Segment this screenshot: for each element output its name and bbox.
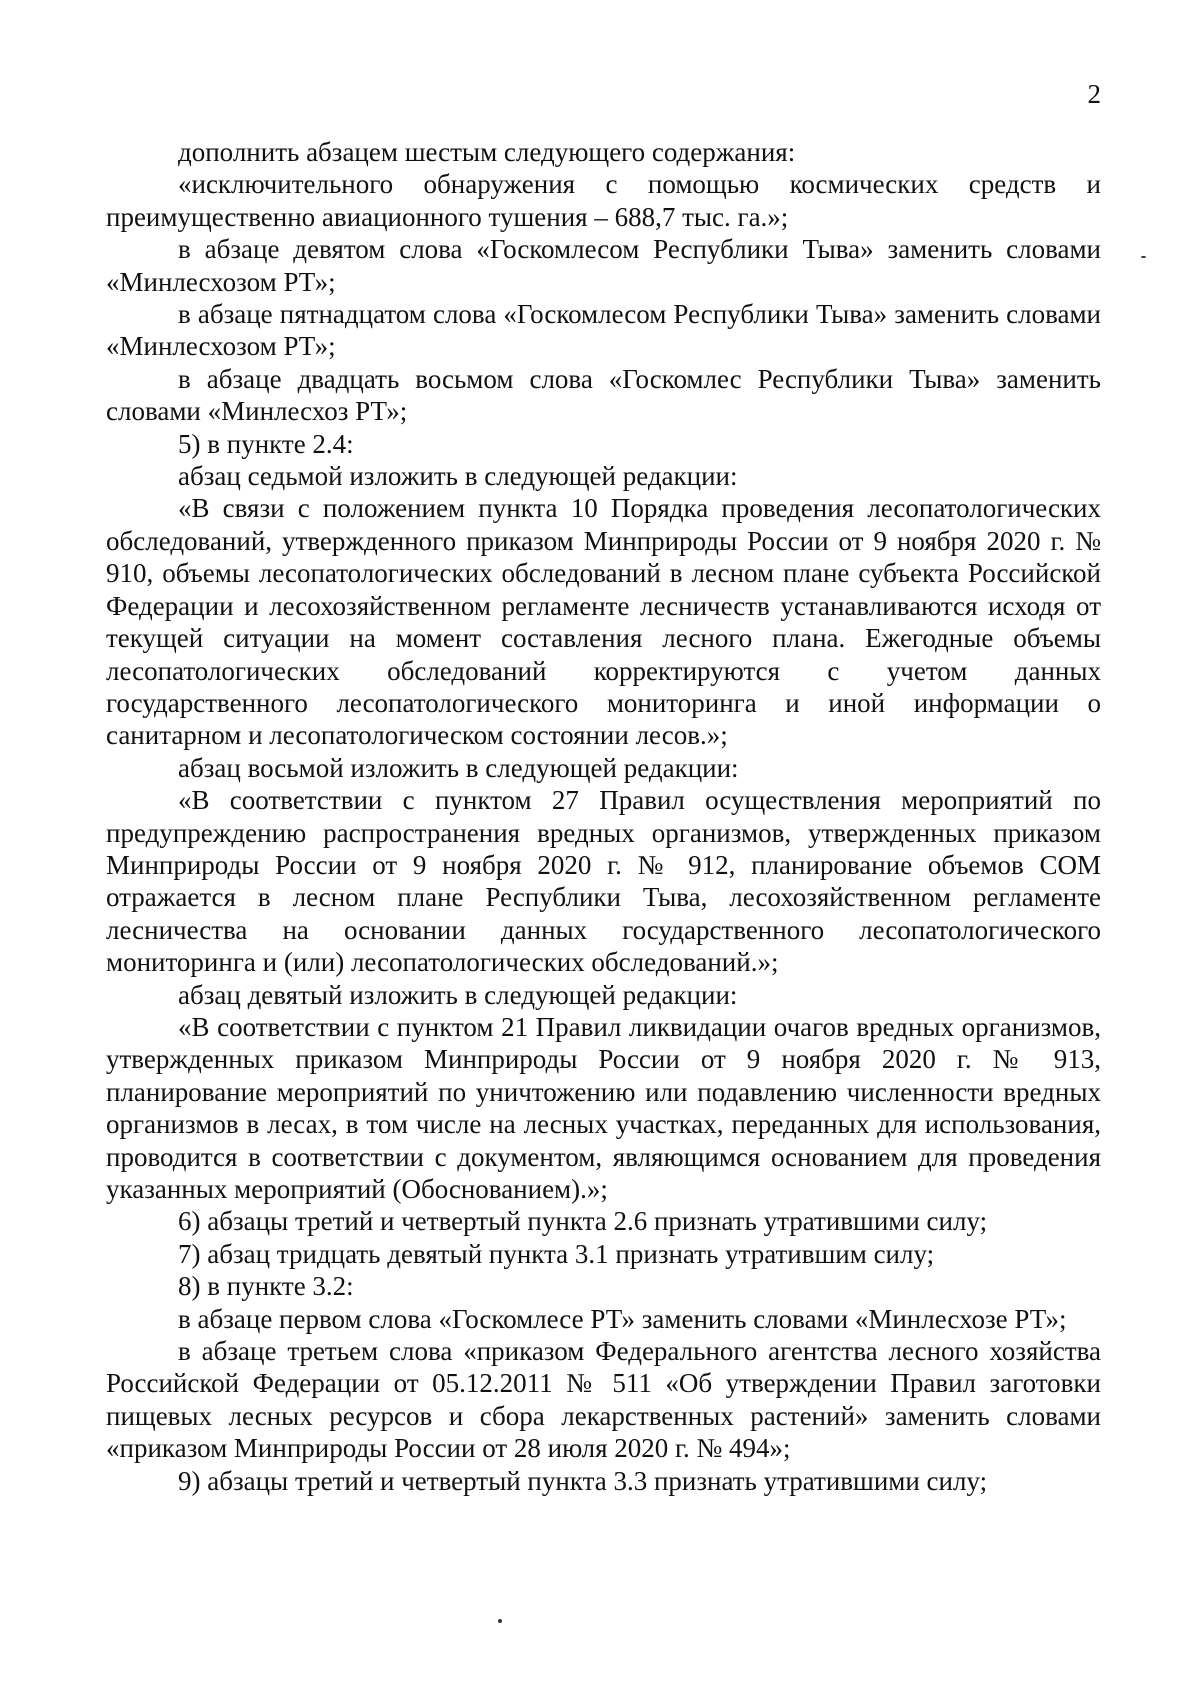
paragraph-16: в абзаце первом слова «Госкомлесе РТ» заменить словами «Минлесхозе РТ»; — [178, 1303, 1067, 1334]
paragraph-4: в абзаце пятнадцатом слова «Госкомлесом Республики Тыва» заменить словами «Минлесхозом РТ»; — [106, 299, 1101, 362]
paragraph-8: «В связи с положением пункта 10 Порядка проведения лесопатологических обследований, утвержденного приказом Минприроды России от 9 ноября 2020 г. № 910, объемы лесопатологических обследований в лесном плане субъекта Российской Федерации и лесохозяйственном регламенте лесничеств устанавливаются исходя от текущей ситуации на момент составления лесного плана. Ежегодные объемы лесопатологических обследований корректируются с учетом данных государственного лесопатологического мониторинга и иной информации о санитарном и лесопатологическом состоянии лесов.»; — [106, 493, 1101, 751]
paragraph-14: 7) абзац тридцать девятый пункта 3.1 признать утратившим силу; — [178, 1238, 935, 1269]
paragraph-17: в абзаце третьем слова «приказом Федерального агентства лесного хозяйства Российской Федерации от 05.12.2011 № 511 «Об утверждении Правил заготовки пищевых лесных ресурсов и сбора лекарственных растений» заменить словами «приказом Минприроды России от 28 июля 2020 г. № 494»; — [106, 1336, 1101, 1464]
paragraph-12: «В соответствии с пунктом 21 Правил ликвидации очагов вредных организмов, утвержденных приказом Минприроды России от 9 ноября 2020 г. № 913, планирование мероприятий по уничтожению или подавлению численности вредных организмов в лесах, в том числе на лесных участках, переданных для использования, проводится в соответствии с документом, являющимся основанием для проведения указанных мероприятий (Обоснованием).»; — [106, 1011, 1101, 1204]
paragraph-9: абзац восьмой изложить в следующей редакции: — [178, 752, 739, 783]
paragraph-3: в абзаце девятом слова «Госкомлесом Республики Тыва» заменить словами «Минлесхозом РТ»; — [106, 234, 1101, 297]
paragraph-5: в абзаце двадцать восьмом слова «Госкомлес Республики Тыва» заменить словами «Минлесхоз РТ»; — [106, 363, 1101, 427]
scan-speck — [1141, 256, 1146, 258]
paragraph-6: 5) в пункте 2.4: — [178, 428, 354, 459]
paragraph-7: абзац седьмой изложить в следующей редакции: — [178, 461, 738, 492]
scan-speck — [498, 1619, 502, 1623]
paragraph-15: 8) в пункте 3.2: — [178, 1271, 354, 1302]
paragraph-2: «исключительного обнаружения с помощью космических средств и преимущественно авиационного тушения – 688,7 тыс. га.»; — [106, 169, 1101, 232]
paragraph-13: 6) абзацы третий и четвертый пункта 2.6 признать утратившими силу; — [178, 1206, 988, 1237]
page-number: 2 — [1087, 79, 1101, 109]
paragraph-10: «В соответствии с пунктом 27 Правил осуществления мероприятий по предупреждению распространения вредных организмов, утвержденных приказом Минприроды России от 9 ноября 2020 г. № 912, планирование объемов СОМ отражается в лесном плане Республики Тыва, лесохозяйственном регламенте лесничества на основании данных государственного лесопатологического мониторинга и (или) лесопатологических обследований.»; — [106, 785, 1101, 978]
paragraph-1: дополнить абзацем шестым следующего содержания: — [178, 137, 796, 167]
document-body — [106, 136, 1101, 1497]
paragraph-18: 9) абзацы третий и четвертый пункта 3.3 признать утратившими силу; — [178, 1465, 988, 1496]
paragraph-11: абзац девятый изложить в следующей редакции: — [178, 979, 738, 1010]
